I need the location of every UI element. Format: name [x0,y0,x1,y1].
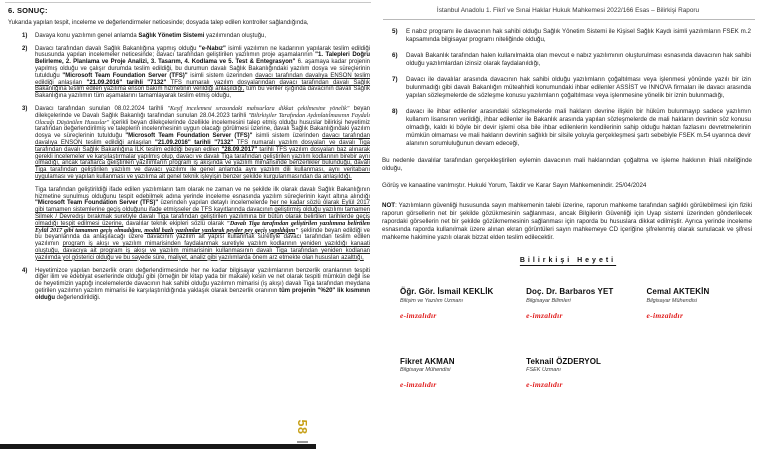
item-number: 7) [392,76,398,83]
conclusion-item-7 [392,76,751,100]
page-bottom-edge [0,444,316,449]
signature-block [400,287,750,389]
signer-title: Bilişim ve Yazılım Uzmanı [400,297,464,304]
item-text: Davacı tarafından sunulan 08.02.2024 tarihli "Keşif incelemesi sırasındaki mahsurlara dikkat çekilmesine yönelik" beyan dilekçelerinde ve Davalı Sağlık Bakanlığı tarafından sunulan 28.04.2023 tarihli "Bilirkişiler Tarafından Aydınlatılmasının Faydalı Olacağı Düşünülen Hususlar" içerikli beyan dilekçelerinde özellikle incelemesini talep etmiş olduğu hususlar bilirkişi heyetimiz tarafından değerlendirilmiş ve taleplerin incelenmesinin uygun olacağı görülmesi üzerine, davalı Sağlık Bakanlığındaki yazılım dosya ve süreçlerinin tutulduğu "Microsoft Team Foundation Server (TFS)" isimli sistem üzerinden davacı tarafından davalıya ENSON teslim edildiği anlaşılan "21.09.2016" tarihli "7132" TFS numaralı yazılım dosyaları ve davalı Tiga tarafından davalı Sağlık Bakanlığına İLK teslim edildiği beyan edilen "28.09.2017" tarihli TFS yazılım dosyaları baz alınarak gerekli incelemeler ve karşılaştırmalar yapılmış olup, davacı ve davalı Tiga tarafından geliştirilen yazılım kodlarının birebir aynı olmadığı, ancak taraflarca geliştirilen yazılımların program iş akışında ve yazılım mimarisinde benzerlikler bulunduğu, davalı Tiga tarafından geliştirilen yazılım ve davacı yazılımı ile genel anlamda aynı yazılım dili kullanması, aynı veritabanı uygulaması ve yapılan kullanması ve yazılıma ait genel teknik işleyişin benzer şekilde kurgulanmasından da anlaşıldığı. [35,105,370,180]
item-text: Davaya konu yazılımın genel anlamda Sağlık Yönetim Sistemi yazılımından oluştuğu, [35,32,267,39]
signer-teknail-ozderyol [526,357,638,390]
section-top-divider [5,2,371,3]
conclusion-item-3-continuation: Tiga tarafından geliştirildiği ifade edilen yazılımların tam olarak ne zaman ve ne şekilde ilk olarak davalı Sağlık Bakanlığının hizmetine sunulmuş olduğunu tespit edebilmek adına yerinde inceleme esnasında yazılım süreçlerinin kayıt altına alındığı "Microsoft Team Foundation Server (TFS)" üzerinden yapılan detaylı incelemelerde her ne kadar sözlü olarak Eylül 2017 gibi tamamen sistemlerine geçiş olduğunu ifade etmişseler de TFS kayıtlarında davacının geliştirmiş olduğu yazılımı tamamen Silmek / Devredışı bırakmak suretiyle davalı Tiga tarafından geliştirilen yazılımına bir bütün olarak belirtilen tarihlerde geçiş olmadığı tespit edilmesi üzerine, davalılar teknik ekipleri sözlü olarak "Davalı Tiga tarafından geliştirilen yazılımına belirtilen Eylül 2017 gibi tamamen geçiş olmadığını, modül bazlı yazılımlar yazılarak peyder pey geçiş yapıldığını" şeklinde beyan edildiği ve bu beyanlarında da anlaşılacağı üzere davacının yazılım alt yapısı kullanmak suretiyle davacı tarafından teslim edilen yazılımın program iş akışı ve yazılım mimarisinden faydalanmak suretiyle yazılım kodlarının yeniden yazıldığı kanaati oluştuğu, davacıya ait program iş akışı ve yazılım mimarisinin kullanmasının davalı Tiga tarafından yeniden kodlanan yazılımda yol gösterici olduğu ve bu sayede süre, maliyet, analiz gibi yazılımlarda önem arz etmekte olan hususları azalttığı, [35,186,371,261]
conclusion-item-1 [22,33,370,40]
signer-fikret-akman [400,357,518,390]
signer-name: Doç. Dr. Barbaros YET [526,287,614,296]
item-text: Davacı tarafından davalı Sağlık Bakanlığına yapmış olduğu "e-Nabız" isimli yazılımın ne kadarının yapılarak teslim edildiği hususunda yapılan incelemeler neticesinde; davacı tarafından geliştirilen yazılımın proje aşamalarının "1. Talepleri Doğru Belirleme, 2. Planlama ve Proje Analizi, 3. Tasarım, 4. Kodlama ve 5. Test & Entegrasyon" 6. aşamaya kadar projenin yapılmış olduğu ve çalışır durumda teslim edildiği, bu durumun davalı Sağlık Bakanlığındaki yazılım dosya ve süreçlerinin tutulduğu "Microsoft Team Foundation Server (TFS)" isimli sistem üzerinden davacı tarafından davalıya ENSON teslim edildiği anlaşılan "21.09.2016" tarihli "7132" TFS numaralı yazılım dosyalarından davacı tarafından davalı Sağlık Bakanlığına teslim edilen yazılıma enson bakım hizmetinin verildiği anlaşıldığı, tüm bu veriler ışığında davacının davalı Sağlık Bakanlığına yazılımın tüm aşamalarını tamamlayarak teslim etmiş olduğu, [35,45,371,100]
signer-ismail-keklik [400,287,518,320]
item-number: 8) [392,108,398,115]
panel-heading: Bilirkişi Heyeti [519,257,617,264]
signer-title: Bilgisayar Mühendisi [646,297,697,304]
report-page-right [376,0,760,450]
stamp-underline [297,441,308,443]
running-header: İstanbul Anadolu 1. Fikrî ve Sınai Haklar Hukuk Mahkemesi 2022/166 Esas – Bilirkişi Raporu [436,7,700,14]
e-signature-label: e-imzalıdır [400,310,437,320]
e-signature-label: e-imzalıdır [646,310,684,320]
item-number: 1) [22,32,28,39]
item-text: Davacı ile davalılar arasında davacının hak sahibi olduğu yazılımların çoğaltılması veya işlenmesi yönünde yazılı bir izin bulunmadığı gibi davalı Bakanlığın müteahhidi konumundaki ihbar edilenler ASSİST ve INNOVA firmaları ile davacı arasında yapılan sözleşmelerde de sözleşme konusu yazılımların çoğaltılması veya işlenmesine yönelik bir iznin bulunmadığı, [406,76,751,99]
conclusion-item-3 [22,106,370,181]
signer-name: Fikret AKMAN [400,356,455,366]
item-number: 3) [22,105,28,112]
conclusion-item-2 [22,46,370,100]
item-number: 4) [22,267,28,274]
item-text: Davalı Bakanlık tarafından halen kullanılmakta olan mevcut e nabız yazılımının oluşturulması esnasında davacının hak sahibi olduğu yazılımlardan izinsiz olarak faydalanıldığı, [406,52,751,67]
item-number: 6) [392,52,398,59]
conclusion-item-8 [392,108,751,148]
e-signature-label: e-imzalıdır [526,310,563,320]
note-paragraph: NOT: Yazılımların güvenliği hususunda sayın mahkemenin talebi üzerine, raporun mahkeme tarafından sağlıklı görülebilmesi için fiziki raporun görsellerin net bir şekilde gözükmesinin sağlanması, ancak Bilgilerin Güvenliği için Uyap sistemi üzerinden gönderilecek rapordaki görsellerin net bir şekilde gözükmemesinin sağlanması için raporda bu hususlara dikkat edilmiştir. Ayrıca yerinde inceleme esnasında raporda kullanılmak üzere alınan ekran görüntüleri sayın mahkemeye CD içeriğine şifrelenmiş olarak sunulacak ve şifresi mahkeme hakimine yazılı olarak bizzat elden teslim edilecektir. [382,202,752,241]
section-heading: 6. SONUÇ: [8,6,48,15]
closing-paragraph: Bu nedenle davalılar tarafından gerçekleştirilen eylemin davacının mali haklarından çoğaltma ve işleme hakkının ihlali niteliğinde olduğu, [382,157,752,172]
signer-cemal-aktekin [647,287,750,320]
verdict-line: Görüş ve kanaatine varılmıştır. Hukuki Yorum, Takdir ve Karar Sayın Mahkemenindir. 25/04/2024 [382,182,647,189]
intro-paragraph: Yukarıda yapılan tespit, inceleme ve değerlendirmeler neticesinde; dosyada talep edilen kontroller sağlandığında, [8,20,309,26]
item-text: Heyetimizce yapılan benzerlik oranı değerlendirmesinde her ne kadar bilgisayar yazılımlarının benzerlik oranlarının tespiti diğer ilim ve edebiyat eserlerinde olduğu gibi (örneğin bir kitap yada bir makale) kesin ve net olarak tespiti mümkün değil ise de heyetimizin yaptığı incelemelerde davacının hak sahibi olduğu yazılımın mimarisi (iş akışı) davalı Tiga tarafından meydana getirilen yazılımın yazılım mimarisi ile karşılaştırıldığında yaklaşık olarak benzerlik oranının tüm projenin "%20" lik kısmının olduğu değerlendirildiği. [35,267,370,301]
signer-name: Öğr. Gör. İsmail KEKLİK [400,287,494,296]
item-text: davacı ile ihbar edilenler arasındaki sözleşmelerde mali hakların devrine ilişkin bir hüküm bulunmayıp sadece yazılımın kullanım lisansının verildiği, ihbar edilenler ile Bakanlık arasında yapılan sözleşmelerde de mali hakların devrinin söz konusu olmadığı, kaldı ki böyle bir devir işlemi olsa bile ihbar edilenlerin kendilerinin sahip olduğu haktan fazlasını devretmelerinin mümkün olmaması ve mali hakların devrinin sağlıklı bir silsile yoluyla gerçekleşmesi şartı sebebiyle FSEK m.54 uyarınca devir alanının sorumluluğunun devam edeceği, [406,108,751,147]
signer-title: Bilgisayar Mühendisi [400,367,451,373]
signer-barbaros-yet [526,287,638,320]
conclusion-item-6 [392,52,751,68]
page-number-stamp: 58 [295,419,309,435]
signer-name: Teknail ÖZDERYOL [526,356,602,366]
conclusion-item-4 [22,268,370,302]
item-number: 2) [22,45,28,52]
signer-name: Cemal AKTEKİN [646,287,710,296]
e-signature-label: e-imzalıdır [400,380,437,389]
signer-title: FSEK Uzmanı [526,367,561,373]
item-number: 5) [392,28,398,35]
header-rule [383,19,755,20]
report-page-left [0,0,376,450]
signer-title: Bilgisayar Bilimleri [526,297,571,304]
conclusion-item-5 [392,28,751,44]
signature-grid-spacer [647,357,750,390]
item-text: E nabız programı ile davacının hak sahibi olduğu Sağlık Yönetim Sistemi ile Kişisel Sağlık Kaydı isimli yazılımların FSEK m.2 kapsamında bilgisayar programı niteliğinde olduğu, [406,28,751,43]
e-signature-label: e-imzalıdır [526,380,563,389]
